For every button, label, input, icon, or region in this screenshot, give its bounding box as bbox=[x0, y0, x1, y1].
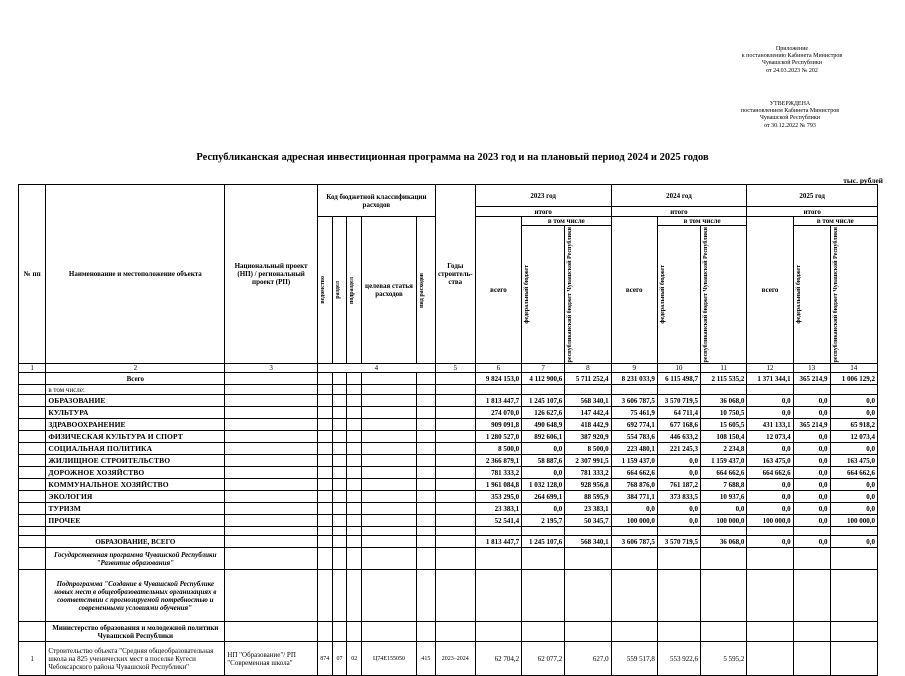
sector-label: СОЦИАЛЬНАЯ ПОЛИТИКА bbox=[46, 443, 225, 455]
sector-value: 0,0 bbox=[830, 479, 878, 491]
col-index-7: 7 bbox=[522, 364, 565, 373]
sector-value: 163 475,0 bbox=[747, 455, 793, 467]
sector-value: 100 000,0 bbox=[747, 515, 793, 527]
header-2023-itogo: итого bbox=[475, 207, 611, 217]
header-project: Национальный проект (НП) / региональный проект (РП) bbox=[225, 185, 318, 364]
sector-value: 1 159 437,0 bbox=[611, 455, 657, 467]
header-kbk: Код бюджетной классификации расходов bbox=[317, 185, 435, 217]
sector-value: 928 956,8 bbox=[565, 479, 611, 491]
approval-line-2: постановлением Кабинета Министров bbox=[740, 108, 840, 115]
sector-label: ТУРИЗМ bbox=[46, 503, 225, 515]
header-name: Наименование и местоположение объекта bbox=[46, 185, 225, 364]
education-total-value: 0,0 bbox=[793, 536, 830, 548]
sector-value: 387 920,9 bbox=[565, 431, 611, 443]
sector-value: 147 442,4 bbox=[565, 407, 611, 419]
header-section: раздел bbox=[334, 281, 341, 300]
gov-program-row bbox=[19, 548, 878, 570]
header-2025-total: всего bbox=[747, 217, 793, 364]
sector-value: 36 068,0 bbox=[701, 395, 747, 407]
header-years: Годы строитель-ства bbox=[435, 185, 475, 364]
object-value bbox=[793, 642, 830, 676]
sector-label: ЖИЛИЩНОЕ СТРОИТЕЛЬСТВО bbox=[46, 455, 225, 467]
sector-value: 0,0 bbox=[701, 503, 747, 515]
sector-value: 0,0 bbox=[657, 467, 700, 479]
sector-value: 0,0 bbox=[793, 407, 830, 419]
education-total-value: 568 340,1 bbox=[565, 536, 611, 548]
sector-value: 23 383,1 bbox=[565, 503, 611, 515]
sector-label: ПРОЧЕЕ bbox=[46, 515, 225, 527]
sector-value: 0,0 bbox=[830, 503, 878, 515]
sector-value: 0,0 bbox=[793, 443, 830, 455]
sector-row bbox=[19, 455, 878, 467]
header-2024-itogo: итого bbox=[611, 207, 747, 217]
appendix-line-2: к постановлению Кабинета Министров bbox=[741, 53, 843, 60]
object-value bbox=[830, 642, 878, 676]
sector-value: 0,0 bbox=[747, 503, 793, 515]
total-value: 365 214,9 bbox=[793, 373, 830, 385]
sector-value: 0,0 bbox=[747, 407, 793, 419]
sector-value: 1 245 107,6 bbox=[522, 395, 565, 407]
sector-value: 0,0 bbox=[793, 395, 830, 407]
sector-value: 554 783,6 bbox=[611, 431, 657, 443]
total-value: 8 231 033,9 bbox=[611, 373, 657, 385]
sector-value: 353 295,0 bbox=[475, 491, 521, 503]
column-index-row bbox=[19, 364, 878, 373]
sector-value: 490 648,9 bbox=[522, 419, 565, 431]
sector-value: 274 070,0 bbox=[475, 407, 521, 419]
sector-value: 664 662,6 bbox=[701, 467, 747, 479]
approval-line-3: Чувашской Республики bbox=[759, 115, 821, 122]
header-2023-federal: федеральный бюджет bbox=[524, 265, 531, 325]
sector-value: 8 500,0 bbox=[565, 443, 611, 455]
units-label: тыс. рублей bbox=[843, 176, 883, 185]
sector-value: 52 541,4 bbox=[475, 515, 521, 527]
sector-value: 768 876,0 bbox=[611, 479, 657, 491]
appendix-line-1: Приложение bbox=[775, 46, 809, 52]
col-index-5: 5 bbox=[435, 364, 475, 373]
object-section: 07 bbox=[332, 642, 347, 676]
sector-value: 1 813 447,7 bbox=[475, 395, 521, 407]
sector-label: ОБРАЗОВАНИЕ bbox=[46, 395, 225, 407]
sector-value: 108 150,4 bbox=[701, 431, 747, 443]
object-value: 5 595,2 bbox=[701, 642, 747, 676]
sector-value: 1 280 527,0 bbox=[475, 431, 521, 443]
sector-value: 0,0 bbox=[747, 491, 793, 503]
sector-value: 0,0 bbox=[830, 407, 878, 419]
sector-value: 88 595,9 bbox=[565, 491, 611, 503]
sector-value: 418 442,9 bbox=[565, 419, 611, 431]
appendix-note bbox=[712, 46, 872, 75]
header-2025-republic: республиканский бюджет Чувашской Республики bbox=[832, 227, 839, 363]
investment-program-table bbox=[18, 184, 878, 676]
sector-value: 1 159 437,0 bbox=[701, 455, 747, 467]
appendix-line-3: Чувашской Республики bbox=[761, 60, 823, 67]
sector-value: 0,0 bbox=[793, 503, 830, 515]
appendix-line-4: от 24.03.2023 № 202 bbox=[766, 67, 818, 74]
header-2023: 2023 год bbox=[475, 185, 611, 207]
sector-value: 677 168,6 bbox=[657, 419, 700, 431]
sector-value: 431 133,1 bbox=[747, 419, 793, 431]
sector-value: 15 605,5 bbox=[701, 419, 747, 431]
sector-value: 0,0 bbox=[830, 395, 878, 407]
sector-value: 50 345,7 bbox=[565, 515, 611, 527]
sector-value: 58 887,6 bbox=[522, 455, 565, 467]
object-years: 2023–2024 bbox=[435, 642, 475, 676]
object-value: 62 704,2 bbox=[475, 642, 521, 676]
object-name: Строительство объекта "Средняя общеобразовательная школа на 825 ученических мест в поселке Кугеси Чебоксарского района Чувашской Республики" bbox=[46, 642, 225, 676]
sector-value: 0,0 bbox=[657, 503, 700, 515]
sector-value: 373 833,5 bbox=[657, 491, 700, 503]
approval-note bbox=[710, 101, 870, 130]
sector-value: 0,0 bbox=[793, 455, 830, 467]
header-target: целевая статья расходов bbox=[362, 217, 417, 364]
header-2025: 2025 год bbox=[747, 185, 878, 207]
header-2025-federal: федеральный бюджет bbox=[795, 265, 802, 325]
col-index-1: 1 bbox=[19, 364, 46, 373]
sector-value: 384 771,1 bbox=[611, 491, 657, 503]
header-2024-total: всего bbox=[611, 217, 657, 364]
header-2023-total: всего bbox=[475, 217, 521, 364]
header-2024-federal: федеральный бюджет bbox=[659, 265, 666, 325]
total-label: Всего bbox=[46, 373, 225, 385]
sector-value: 0,0 bbox=[830, 443, 878, 455]
sector-value: 365 214,9 bbox=[793, 419, 830, 431]
object-value: 62 077,2 bbox=[522, 642, 565, 676]
education-total-value: 0,0 bbox=[747, 536, 793, 548]
object-row bbox=[19, 642, 878, 676]
incl-row bbox=[19, 385, 878, 395]
sector-value: 0,0 bbox=[793, 515, 830, 527]
sector-value: 781 333,2 bbox=[475, 467, 521, 479]
sector-value: 7 688,8 bbox=[701, 479, 747, 491]
object-ministry: 874 bbox=[317, 642, 332, 676]
sector-value: 0,0 bbox=[747, 395, 793, 407]
sector-value: 2 307 991,5 bbox=[565, 455, 611, 467]
sector-value: 0,0 bbox=[793, 467, 830, 479]
education-total-label: ОБРАЗОВАНИЕ, ВСЕГО bbox=[46, 536, 225, 548]
sector-row bbox=[19, 515, 878, 527]
sector-value: 664 662,6 bbox=[611, 467, 657, 479]
sector-value: 664 662,6 bbox=[830, 467, 878, 479]
total-value: 4 112 900,6 bbox=[522, 373, 565, 385]
sector-value: 0,0 bbox=[793, 479, 830, 491]
object-value bbox=[747, 642, 793, 676]
col-index-2: 2 bbox=[46, 364, 225, 373]
total-value: 6 115 498,7 bbox=[657, 373, 700, 385]
col-index-11: 11 bbox=[701, 364, 747, 373]
header-2024-incl: в том числе bbox=[657, 217, 746, 226]
header-ministry: ведомство bbox=[319, 276, 326, 305]
header-no: № пп bbox=[19, 185, 46, 364]
total-value: 1 371 344,1 bbox=[747, 373, 793, 385]
sector-value: 2 366 879,1 bbox=[475, 455, 521, 467]
object-subsection: 02 bbox=[347, 642, 362, 676]
sector-value: 221 245,3 bbox=[657, 443, 700, 455]
education-total-row bbox=[19, 536, 878, 548]
sector-value: 1 032 128,0 bbox=[522, 479, 565, 491]
sector-row bbox=[19, 503, 878, 515]
sector-value: 664 662,6 bbox=[747, 467, 793, 479]
sector-row bbox=[19, 431, 878, 443]
sector-value: 23 383,1 bbox=[475, 503, 521, 515]
ministry-label: Министерство образования и молодежной политики Чувашской Республики bbox=[46, 622, 225, 642]
col-index-4: 4 bbox=[317, 364, 435, 373]
sector-row bbox=[19, 491, 878, 503]
document-title: Республиканская адресная инвестиционная программа на 2023 год и на плановый период 2024 и 2025 годов bbox=[196, 152, 709, 163]
approval-line-4: от 30.12.2022 № 793 bbox=[764, 122, 816, 129]
total-value: 5 711 252,4 bbox=[565, 373, 611, 385]
sector-row bbox=[19, 479, 878, 491]
col-index-6: 6 bbox=[475, 364, 521, 373]
sector-value: 0,0 bbox=[830, 491, 878, 503]
sector-label: ДОРОЖНОЕ ХОЗЯЙСТВО bbox=[46, 467, 225, 479]
object-value: 553 922,6 bbox=[657, 642, 700, 676]
sector-value: 10 937,6 bbox=[701, 491, 747, 503]
object-value: 559 517,8 bbox=[611, 642, 657, 676]
approval-line-1: УТВЕРЖДЕНА bbox=[769, 101, 811, 107]
sector-value: 0,0 bbox=[657, 455, 700, 467]
education-total-value: 36 068,0 bbox=[701, 536, 747, 548]
sector-row bbox=[19, 419, 878, 431]
sector-row bbox=[19, 407, 878, 419]
col-index-9: 9 bbox=[611, 364, 657, 373]
sector-value: 126 627,6 bbox=[522, 407, 565, 419]
sector-value: 2 195,7 bbox=[522, 515, 565, 527]
sector-value: 64 711,4 bbox=[657, 407, 700, 419]
sector-value: 163 475,0 bbox=[830, 455, 878, 467]
total-value: 9 824 153,0 bbox=[475, 373, 521, 385]
col-index-13: 13 bbox=[793, 364, 830, 373]
sector-value: 0,0 bbox=[522, 503, 565, 515]
sector-value: 264 699,1 bbox=[522, 491, 565, 503]
education-total-value: 3 570 719,5 bbox=[657, 536, 700, 548]
sector-label: КУЛЬТУРА bbox=[46, 407, 225, 419]
sector-value: 12 073,4 bbox=[830, 431, 878, 443]
sector-value: 100 000,0 bbox=[701, 515, 747, 527]
gov-program-label: Государственная программа Чувашской Республики "Развитие образования" bbox=[46, 548, 225, 570]
sector-value: 892 606,1 bbox=[522, 431, 565, 443]
sector-row bbox=[19, 395, 878, 407]
sector-value: 0,0 bbox=[611, 503, 657, 515]
header-2024: 2024 год bbox=[611, 185, 747, 207]
sector-value: 0,0 bbox=[747, 443, 793, 455]
header-2023-republic: республиканский бюджет Чувашской Республики bbox=[567, 227, 574, 363]
sector-value: 0,0 bbox=[522, 443, 565, 455]
sector-value: 3 570 719,5 bbox=[657, 395, 700, 407]
sector-value: 0,0 bbox=[522, 467, 565, 479]
col-index-10: 10 bbox=[657, 364, 700, 373]
total-value: 2 115 535,2 bbox=[701, 373, 747, 385]
ministry-row bbox=[19, 622, 878, 642]
col-index-12: 12 bbox=[747, 364, 793, 373]
header-2024-republic: республиканский бюджет Чувашской Республики bbox=[703, 227, 710, 363]
object-project: НП "Образование"/ РП "Современная школа" bbox=[225, 642, 318, 676]
sector-value: 100 000,0 bbox=[830, 515, 878, 527]
sector-label: КОММУНАЛЬНОЕ ХОЗЯЙСТВО bbox=[46, 479, 225, 491]
education-total-value: 0,0 bbox=[830, 536, 878, 548]
sector-value: 3 606 787,5 bbox=[611, 395, 657, 407]
col-index-8: 8 bbox=[565, 364, 611, 373]
education-total-value: 3 606 787,5 bbox=[611, 536, 657, 548]
total-value: 1 006 129,2 bbox=[830, 373, 878, 385]
sector-value: 446 633,2 bbox=[657, 431, 700, 443]
sector-value: 692 774,1 bbox=[611, 419, 657, 431]
subprogram-row bbox=[19, 570, 878, 622]
sector-row bbox=[19, 467, 878, 479]
sector-value: 100 000,0 bbox=[611, 515, 657, 527]
incl-label: в том числе: bbox=[46, 385, 225, 395]
col-index-14: 14 bbox=[830, 364, 878, 373]
sector-value: 909 091,8 bbox=[475, 419, 521, 431]
sector-value: 75 461,9 bbox=[611, 407, 657, 419]
sector-value: 0,0 bbox=[793, 491, 830, 503]
education-total-value: 1 245 107,6 bbox=[522, 536, 565, 548]
object-target: Ц74Е155050 bbox=[362, 642, 417, 676]
object-value: 627,0 bbox=[565, 642, 611, 676]
object-no: 1 bbox=[19, 642, 46, 676]
sector-value: 10 750,5 bbox=[701, 407, 747, 419]
sector-value: 0,0 bbox=[657, 515, 700, 527]
sector-value: 12 073,4 bbox=[747, 431, 793, 443]
sector-value: 0,0 bbox=[793, 431, 830, 443]
object-expense-type: 415 bbox=[416, 642, 435, 676]
header-2025-itogo: итого bbox=[747, 207, 878, 217]
sector-row bbox=[19, 443, 878, 455]
total-row bbox=[19, 373, 878, 385]
sector-value: 1 961 084,8 bbox=[475, 479, 521, 491]
sector-value: 761 187,2 bbox=[657, 479, 700, 491]
sector-label: ФИЗИЧЕСКАЯ КУЛЬТУРА И СПОРТ bbox=[46, 431, 225, 443]
sector-value: 0,0 bbox=[747, 479, 793, 491]
col-index-3: 3 bbox=[225, 364, 318, 373]
sector-label: ЭКОЛОГИЯ bbox=[46, 491, 225, 503]
sector-value: 568 340,1 bbox=[565, 395, 611, 407]
subprogram-label: Подпрограмма "Создание в Чувашской Республике новых мест в общеобразовательных организациях в соответствии с прогнозируемой потребностью и современными условиями обучения" bbox=[46, 570, 225, 622]
sector-value: 8 500,0 bbox=[475, 443, 521, 455]
header-expense-type: вид расходов bbox=[418, 272, 425, 308]
header-2025-incl: в том числе bbox=[793, 217, 877, 226]
sector-value: 223 480,1 bbox=[611, 443, 657, 455]
sector-value: 65 918,2 bbox=[830, 419, 878, 431]
sector-value: 781 333,2 bbox=[565, 467, 611, 479]
sector-label: ЗДРАВООХРАНЕНИЕ bbox=[46, 419, 225, 431]
header-2023-incl: в том числе bbox=[522, 217, 611, 226]
sector-value: 2 234,8 bbox=[701, 443, 747, 455]
education-total-value: 1 813 447,7 bbox=[475, 536, 521, 548]
header-subsection: подраздел bbox=[349, 276, 356, 304]
